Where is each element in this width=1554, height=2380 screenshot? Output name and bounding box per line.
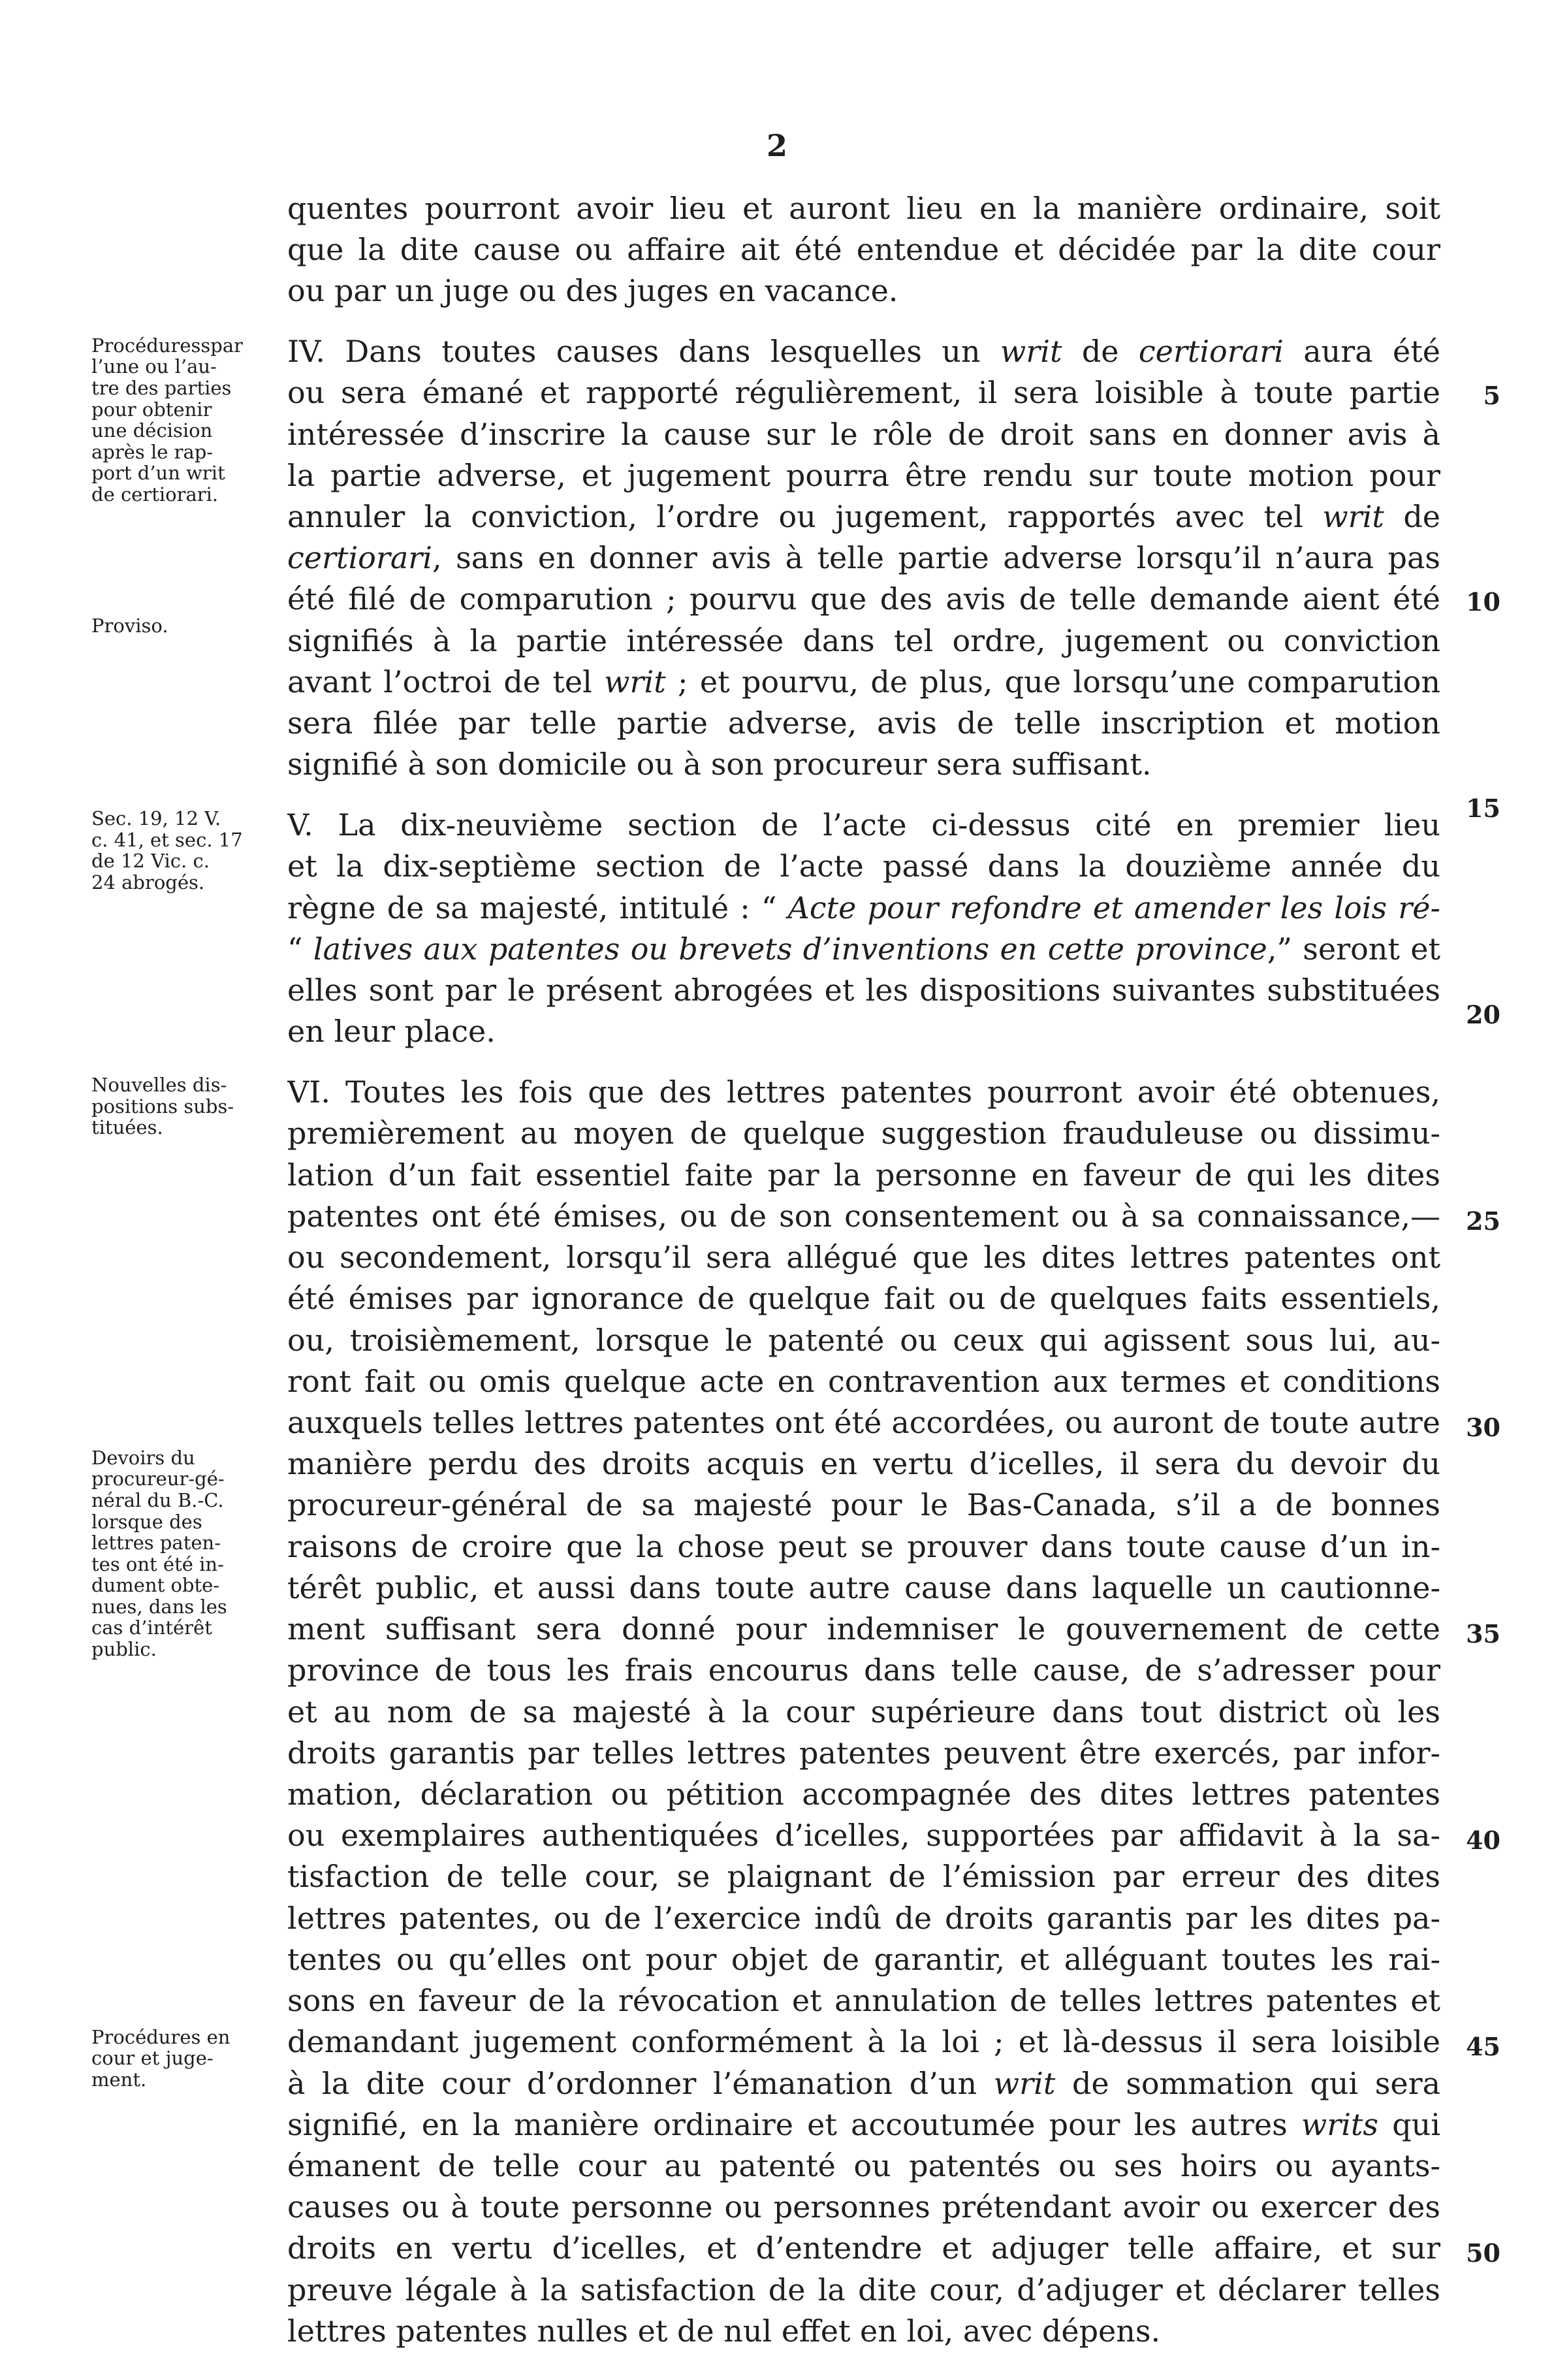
text-line: signifié à son domicile ou à son procureur sera suffisant.	[287, 747, 1152, 782]
margin-note-line: cas d’intérêt	[91, 1616, 212, 1639]
margin-note-line: Nouvelles dis-	[91, 1074, 227, 1097]
text-line: province de tous les frais encourus dans telle cause, de s’adresser pour	[287, 1652, 1440, 1688]
text-line: ment suffisant sera donné pour indemniser le gouvernement de cette	[287, 1611, 1440, 1647]
margin-note-line: Procédures en	[91, 2025, 230, 2048]
line-number: 25	[1466, 1206, 1500, 1236]
margin-note-line: tituées.	[91, 1116, 163, 1139]
text-line: à la dite cour d’ordonner l’émanation d’un writ de sommation qui sera	[287, 2065, 1440, 2101]
margin-note-line: l’une ou l’au-	[91, 355, 217, 378]
margin-note-line: procureur-gé-	[91, 1468, 225, 1490]
text-line: “ latives aux patentes ou brevets d’inventions en cette province,” seront et	[287, 931, 1440, 967]
text-line: ou par un juge ou des juges en vacance.	[287, 273, 898, 309]
line-number: 5	[1483, 380, 1500, 410]
text-line: ou sera émané et rapporté régulièrement, il sera loisible à toute partie	[287, 375, 1440, 411]
text-line: la partie adverse, et jugement pourra être rendu sur toute motion pour	[287, 457, 1440, 493]
text-line: mation, déclaration ou pétition accompagnée des dites lettres patentes	[287, 1777, 1440, 1812]
text-line: annuler la conviction, l’ordre ou jugement, rapportés avec tel writ de	[287, 499, 1440, 535]
text-line: VI. Toutes les fois que des lettres patentes pourront avoir été obtenues,	[287, 1074, 1440, 1110]
text-line: auxquels telles lettres patentes ont été accordées, ou auront de toute autre	[287, 1405, 1440, 1441]
text-line: signifié, en la manière ordinaire et accoutumée pour les autres writs qui	[287, 2106, 1440, 2142]
text-line: patentes ont été émises, ou de son consentement ou à sa connaissance,—	[287, 1198, 1440, 1234]
margin-note-line: port d’un writ	[91, 462, 225, 485]
text-line: lation d’un fait essentiel faite par la personne en faveur de qui les dites	[287, 1157, 1440, 1193]
line-number: 45	[1466, 2032, 1500, 2062]
line-number: 30	[1466, 1413, 1500, 1443]
text-line: ou secondement, lorsqu’il sera allégué que les dites lettres patentes ont	[287, 1240, 1440, 1276]
text-line: preuve légale à la satisfaction de la dite cour, d’adjuger et déclarer telles	[287, 2272, 1440, 2308]
text-line: sera filée par telle partie adverse, avis de telle inscription et motion	[287, 705, 1440, 741]
text-line: ou exemplaires authentiquées d’icelles, supportées par affidavit à la sa-	[287, 1818, 1440, 1854]
text-line: ou, troisièmement, lorsque le patenté ou ceux qui agissent sous lui, au-	[287, 1322, 1440, 1358]
margin-note-line: une décision	[91, 419, 213, 442]
text-line: lettres patentes, ou de l’exercice indû de droits garantis par les dites pa-	[287, 1900, 1440, 1936]
margin-note-line: Proviso.	[91, 614, 168, 637]
margin-note-line: positions subs-	[91, 1095, 234, 1118]
text-line: été filé de comparution ; pourvu que des avis de telle demande aient été	[287, 581, 1440, 617]
text-line: émanent de telle cour au patenté ou patentés ou ses hoirs ou ayants-	[287, 2147, 1440, 2183]
line-number: 50	[1466, 2238, 1500, 2268]
text-line: raisons de croire que la chose peut se prouver dans toute cause d’un in-	[287, 1528, 1440, 1564]
page-number: 2	[766, 128, 787, 163]
margin-note-line: Devoirs du	[91, 1446, 195, 1469]
margin-note-line: de 12 Vic. c.	[91, 850, 210, 873]
text-line: elles sont par le présent abrogées et les dispositions suivantes substituées	[287, 973, 1440, 1008]
line-number: 20	[1466, 999, 1500, 1029]
margin-note-line: Procéduresspar	[91, 334, 243, 357]
text-line: lettres patentes nulles et de nul effet en loi, avec dépens.	[287, 2313, 1161, 2349]
text-line: règne de sa majesté, intitulé : “ Acte pour refondre et amender les lois ré-	[287, 890, 1440, 925]
margin-note-line: après le rap-	[91, 440, 214, 463]
text-line: manière perdu des droits acquis en vertu d’icelles, il sera du devoir du	[287, 1446, 1440, 1482]
text-line: tentes ou qu’elles ont pour objet de garantir, et alléguant toutes les rai-	[287, 1941, 1440, 1977]
margin-note-line: lettres paten-	[91, 1532, 221, 1554]
text-line: été émises par ignorance de quelque fait ou de quelques faits essentiels,	[287, 1281, 1440, 1317]
text-line: que la dite cause ou affaire ait été entendue et décidée par la dite cour	[287, 232, 1440, 267]
text-line: demandant jugement conformément à la loi ; et là-dessus il sera loisible	[287, 2024, 1440, 2060]
text-line: térêt public, et aussi dans toute autre cause dans laquelle un cautionne-	[287, 1569, 1440, 1605]
text-line: sons en faveur de la révocation et annulation de telles lettres patentes et	[287, 1983, 1440, 2019]
margin-note-line: nues, dans les	[91, 1595, 227, 1618]
margin-note-line: tes ont été in-	[91, 1552, 224, 1575]
text-line: en leur place.	[287, 1014, 496, 1050]
margin-note-line: public.	[91, 1638, 157, 1661]
margin-note-line: néral du B.-C.	[91, 1489, 224, 1512]
margin-note-line: ment.	[91, 2068, 147, 2091]
text-line: V. La dix-neuvième section de l’acte ci-dessus cité en premier lieu	[287, 807, 1440, 843]
margin-note-line: de certiorari.	[91, 483, 219, 506]
margin-note-line: dument obte-	[91, 1574, 220, 1597]
margin-note-line: lorsque des	[91, 1510, 202, 1533]
text-line: intéressée d’inscrire la cause sur le rôle de droit sans en donner avis à	[287, 416, 1440, 452]
text-line: ront fait ou omis quelque acte en contravention aux termes et conditions	[287, 1363, 1440, 1399]
line-number: 35	[1466, 1619, 1500, 1649]
text-line: procureur-général de sa majesté pour le Bas-Canada, s’il a de bonnes	[287, 1487, 1440, 1523]
margin-note-line: Sec. 19, 12 V.	[91, 807, 221, 829]
margin-note-line: pour obtenir	[91, 398, 212, 421]
margin-note-line: cour et juge-	[91, 2047, 214, 2070]
line-number: 10	[1466, 587, 1500, 617]
text-line: certiorari, sans en donner avis à telle partie adverse lorsqu’il n’aura pas	[287, 540, 1440, 576]
text-line: droits en vertu d’icelles, et d’entendre et adjuger telle affaire, et sur	[287, 2230, 1440, 2266]
margin-note-line: c. 41, et sec. 17	[91, 828, 243, 851]
text-line: tisfaction de telle cour, se plaignant de l’émission par erreur des dites	[287, 1859, 1440, 1895]
margin-note-line: 24 abrogés.	[91, 871, 205, 893]
text-line: et au nom de sa majesté à la cour supérieure dans tout district où les	[287, 1694, 1440, 1729]
line-number: 15	[1466, 793, 1500, 823]
text-line: premièrement au moyen de quelque suggestion frauduleuse ou dissimu-	[287, 1116, 1440, 1151]
text-line: avant l’octroi de tel writ ; et pourvu, de plus, que lorsqu’une comparution	[287, 664, 1440, 700]
text-line: et la dix-septième section de l’acte passé dans la douzième année du	[287, 848, 1440, 884]
text-line: droits garantis par telles lettres patentes peuvent être exercés, par infor-	[287, 1735, 1440, 1771]
margin-note-line: tre des parties	[91, 376, 232, 399]
text-line: quentes pourront avoir lieu et auront lieu en la manière ordinaire, soit	[287, 190, 1440, 226]
text-line: IV. Dans toutes causes dans lesquelles un writ de certiorari aura été	[287, 334, 1440, 370]
text-line: signifiés à la partie intéressée dans tel ordre, jugement ou conviction	[287, 622, 1440, 658]
text-line: causes ou à toute personne ou personnes prétendant avoir ou exercer des	[287, 2189, 1440, 2225]
line-number: 40	[1466, 1825, 1500, 1856]
